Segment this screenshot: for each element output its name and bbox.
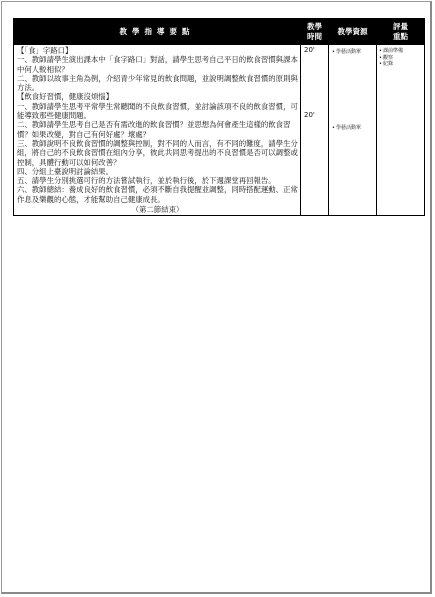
header-time: [301, 19, 329, 45]
table-header-row: [14, 19, 425, 45]
guide-line: 【「食」字路口】: [17, 46, 73, 55]
header-eval-line1: 評量: [393, 21, 408, 31]
document-page: [1, 1, 432, 594]
header-eval-line2: 重點: [393, 31, 408, 41]
guide-line: 三、教師說明不良飲食習慣的調整與控制，對不同的人而言，有不同的難度，請學生分組，將自己的不良飲食習慣在組內分享，彼此共同思考提出的不良習慣是否可以調整或控制，具體行動可以如何改善？: [17, 138, 298, 167]
section-end-note: （第二節結束）: [131, 205, 184, 215]
header-guide: 教學指導要點: [14, 19, 301, 45]
evaluation-item: • 紀錄: [379, 61, 422, 68]
header-eval: [377, 19, 425, 45]
guide-cell: [14, 45, 301, 216]
resource-cell: [329, 45, 377, 216]
guide-line: 四、分組上臺說明討論結果。: [17, 166, 114, 176]
time-cell: [301, 45, 329, 216]
time-value: 20': [304, 111, 315, 119]
lesson-plan-table: [13, 18, 425, 216]
guide-line: 一、教師請學生思考平常學生常聽聞的不良飲食習慣，並討論該項不良的飲食習慣，可能導致那些健康問題。: [17, 101, 298, 121]
guide-line: 六、教師總結：養成良好的飲食習慣，必須不斷自我提醒並調整，同時搭配運動、正常作息及樂觀的心態，才能幫助自己健康成長。: [17, 185, 298, 204]
evaluation-item: • 課前準備: [379, 48, 422, 55]
guide-line: 二、教師請學生思考自己是否有需改進的飲食習慣？並思想為何會產生這樣的飲食習慣？如果改變，對自己有何好處？壞處？: [17, 120, 291, 139]
guide-line: 【飲食好習慣，健康沒煩惱】: [17, 92, 114, 102]
guide-line: 一、教師請學生演出課本中「食字路口」對話，請學生思考自己平日的飲食習慣與課本中何人較相似？: [17, 55, 298, 74]
evaluation-cell: [377, 45, 425, 216]
header-time-line2: 時間: [307, 31, 322, 41]
table-body-row: [14, 45, 425, 216]
evaluation-item: • 觀察: [379, 55, 422, 62]
guide-line: 五、請學生分別挑選可行的方法嘗試執行，並於執行後，於下週課堂再回報告。: [17, 176, 276, 186]
header-time-line1: 教學: [307, 21, 322, 31]
guide-line: 二、教師以故事主角為例，介紹青少年常見的飲食問題，並說明調整飲食習慣的原則與方法。: [17, 73, 298, 93]
resource-item: • 學藝活動單: [332, 48, 361, 55]
header-resource: 教學資源: [329, 19, 377, 45]
time-value: 20': [304, 46, 315, 54]
resource-item: • 學藝活動單: [332, 124, 361, 131]
